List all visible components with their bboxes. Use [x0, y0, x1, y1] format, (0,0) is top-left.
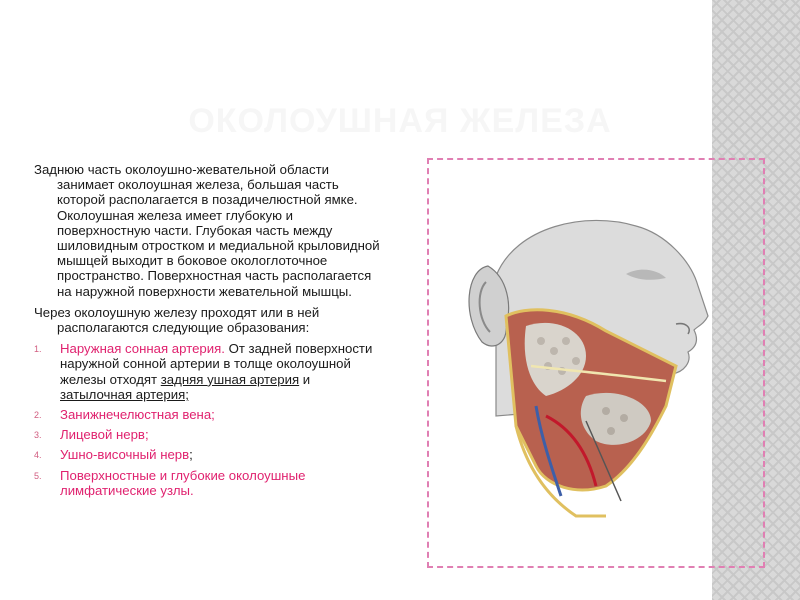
slide-title: ОКОЛОУШНАЯ ЖЕЛЕЗА	[188, 102, 612, 140]
slide-body	[34, 162, 384, 503]
list-item	[34, 407, 384, 422]
list-item-highlight: Ушно-височный нерв	[60, 447, 190, 463]
occipital-artery-link[interactable]: затылочная артерия;	[60, 386, 189, 402]
list-number: 4.	[34, 450, 42, 461]
posterior-auricular-artery-link[interactable]: задняя ушная артерия	[160, 371, 300, 387]
list-item-highlight: Наружная сонная артерия.	[60, 341, 225, 357]
structures-list	[34, 341, 384, 498]
list-number: 1.	[34, 344, 42, 355]
structures-intro: Через околоушную железу проходят или в ней располагаются следующие образования:	[34, 304, 320, 336]
list-item-highlight: Лицевой нерв;	[60, 427, 149, 443]
list-item	[34, 427, 384, 442]
list-number: 3.	[34, 430, 42, 441]
list-number: 2.	[34, 410, 42, 421]
list-item-highlight: Занижнечелюстная вена;	[60, 407, 215, 423]
list-item-text: От задней поверхности наружной сонной артерии в толще околоушной железы отходят	[60, 341, 373, 387]
list-item-text: ;	[189, 447, 193, 463]
list-item-conjunction: и	[299, 371, 311, 387]
list-item-highlight: Поверхностные и глубокие околоушные лимфатические узлы.	[60, 467, 306, 498]
list-number: 5.	[34, 470, 42, 481]
list-item	[34, 341, 384, 402]
intro-paragraph: Заднюю часть околоушно-жевательной области занимает околоушная железа, большая часть которой располагается в позадичелюстной ямке. Околоушная железа имеет глубокую и поверхностную части. Глубокая часть между шиловидным отростком и медиальной крыловидной мышцей выходит в боковое окологлоточное пространство. Поверхностная часть располагается на наружной поверхности жевательной мышцы.	[34, 162, 380, 299]
list-item	[34, 447, 384, 462]
list-item	[34, 468, 384, 498]
parotid-gland-anatomy-illustration	[436, 166, 756, 560]
